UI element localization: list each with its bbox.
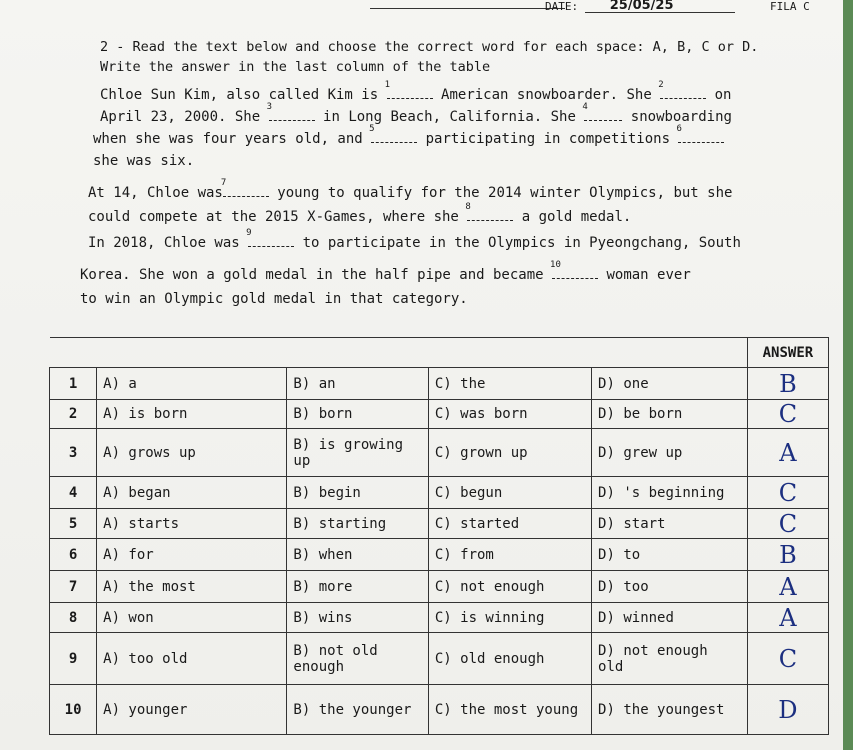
option-d: D) to — [592, 539, 748, 571]
answer-cell: B — [747, 539, 828, 571]
answer-cell: C — [747, 633, 828, 685]
answer-cell: C — [747, 509, 828, 539]
row-number: 8 — [50, 603, 97, 633]
answer-cell: B — [747, 368, 828, 400]
option-a: A) began — [97, 477, 287, 509]
option-b: B) an — [287, 368, 428, 400]
passage-line-8: Korea. She won a gold medal in the half pipe and became 10 woman ever — [80, 260, 691, 283]
option-a: A) a — [97, 368, 287, 400]
options-table — [49, 337, 829, 735]
option-b: B) the younger — [287, 685, 428, 735]
option-d: D) too — [592, 571, 748, 603]
option-c: C) the — [428, 368, 591, 400]
row-number: 4 — [50, 477, 97, 509]
option-d: D) be born — [592, 400, 748, 429]
answer-cell: D — [747, 685, 828, 735]
passage-line-4: she was six. — [93, 153, 195, 169]
option-b: B) more — [287, 571, 428, 603]
row-number: 9 — [50, 633, 97, 685]
table-header-row — [50, 338, 829, 368]
instruction-line-2: Write the answer in the last column of the table — [100, 59, 491, 75]
option-d: D) the youngest — [592, 685, 748, 735]
option-a: A) the most — [97, 571, 287, 603]
option-c: C) started — [428, 509, 591, 539]
option-a: A) starts — [97, 509, 287, 539]
answer-cell: A — [747, 429, 828, 477]
option-c: C) old enough — [428, 633, 591, 685]
option-d: D) not enough old — [592, 633, 748, 685]
option-a: A) grows up — [97, 429, 287, 477]
table-row — [50, 633, 829, 685]
option-b: B) is growing up — [287, 429, 428, 477]
option-c: C) was born — [428, 400, 591, 429]
date-label: DATE: — [545, 0, 579, 13]
table-row — [50, 400, 829, 429]
answer-cell: C — [747, 477, 828, 509]
row-number: 6 — [50, 539, 97, 571]
answer-cell: C — [747, 400, 828, 429]
option-d: D) 's beginning — [592, 477, 748, 509]
option-b: B) born — [287, 400, 428, 429]
option-a: A) younger — [97, 685, 287, 735]
header-rule — [370, 8, 565, 9]
instruction-line-1: 2 - Read the text below and choose the correct word for each space: A, B, C or D. — [100, 39, 759, 55]
option-b: B) starting — [287, 509, 428, 539]
option-d: D) start — [592, 509, 748, 539]
row-number: 3 — [50, 429, 97, 477]
passage-line-1: Chloe Sun Kim, also called Kim is 1 American snowboarder. She 2 on — [100, 80, 732, 103]
passage-line-5: At 14, Chloe was 7 young to qualify for the 2014 winter Olympics, but she — [88, 178, 733, 201]
option-b: B) not old enough — [287, 633, 428, 685]
option-a: A) is born — [97, 400, 287, 429]
table-row — [50, 509, 829, 539]
passage-line-3: when she was four years old, and 5 participating in competitions 6 — [93, 128, 724, 150]
answer-cell: A — [747, 603, 828, 633]
answer-header: ANSWER — [747, 338, 828, 368]
date-value: 25/05/25 — [609, 0, 674, 13]
row-number: 7 — [50, 571, 97, 603]
option-d: D) one — [592, 368, 748, 400]
option-c: C) from — [428, 539, 591, 571]
table-row — [50, 477, 829, 509]
option-a: A) too old — [97, 633, 287, 685]
option-b: B) wins — [287, 603, 428, 633]
passage-line-2: April 23, 2000. She 3 in Long Beach, California. She 4 snowboarding — [100, 102, 732, 125]
table-row — [50, 571, 829, 603]
passage-line-6: could compete at the 2015 X-Games, where she 8 a gold medal. — [88, 202, 632, 225]
option-d: D) winned — [592, 603, 748, 633]
instructions — [100, 38, 780, 76]
row-number: 1 — [50, 368, 97, 400]
row-number: 5 — [50, 509, 97, 539]
option-c: C) not enough — [428, 571, 591, 603]
table-row — [50, 685, 829, 735]
row-number: 2 — [50, 400, 97, 429]
table-row — [50, 429, 829, 477]
option-a: A) won — [97, 603, 287, 633]
option-b: B) begin — [287, 477, 428, 509]
passage-line-9: to win an Olympic gold medal in that category. — [80, 291, 468, 307]
answer-cell: A — [747, 571, 828, 603]
passage-line-7: In 2018, Chloe was 9 to participate in the Olympics in Pyeongchang, South — [88, 228, 741, 251]
table-row — [50, 539, 829, 571]
table-row — [50, 603, 829, 633]
option-d: D) grew up — [592, 429, 748, 477]
option-c: C) grown up — [428, 429, 591, 477]
background-edge — [843, 0, 853, 750]
table-row — [50, 368, 829, 400]
option-c: C) begun — [428, 477, 591, 509]
option-c: C) is winning — [428, 603, 591, 633]
fila-label: FILA C — [770, 0, 810, 13]
option-c: C) the most young — [428, 685, 591, 735]
option-a: A) for — [97, 539, 287, 571]
row-number: 10 — [50, 685, 97, 735]
option-b: B) when — [287, 539, 428, 571]
date-field — [545, 0, 735, 13]
